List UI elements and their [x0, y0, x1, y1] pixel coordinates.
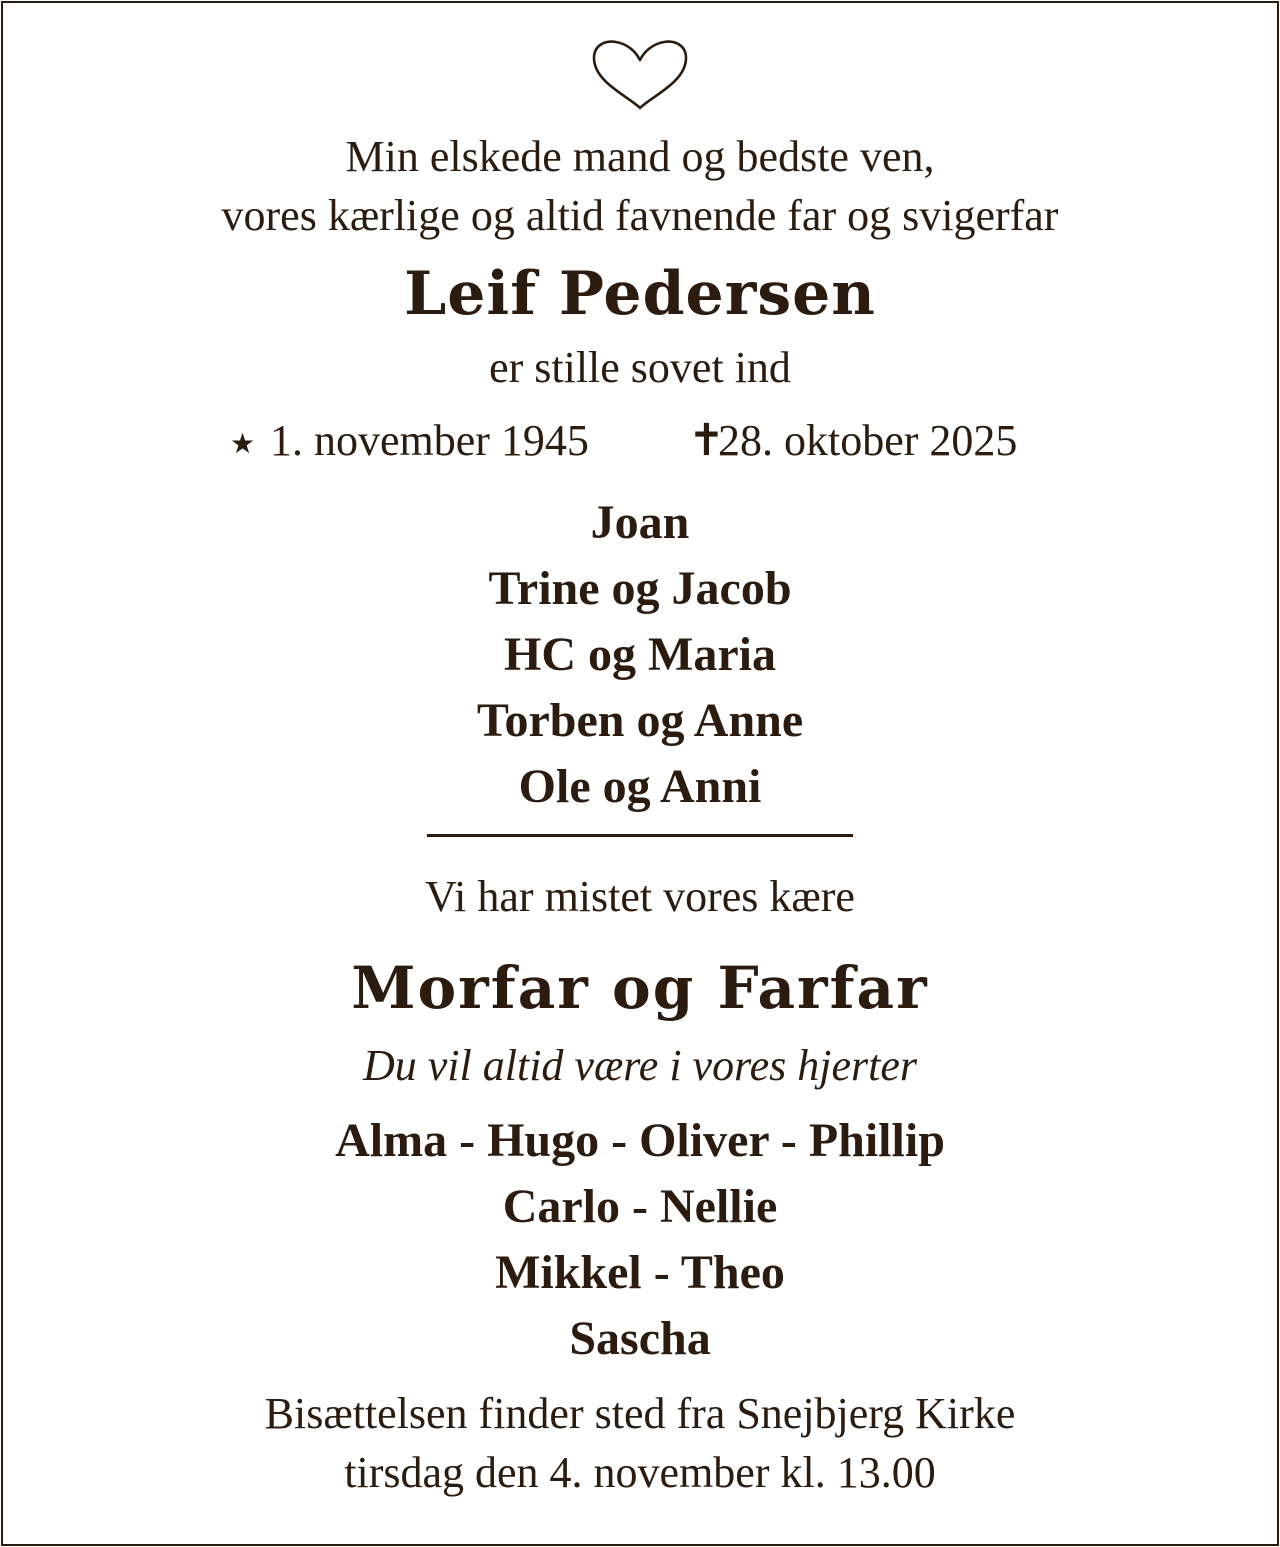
memorial-text: Du vil altid være i vores hjerter — [363, 1041, 917, 1090]
funeral-line-2: tirsdag den 4. november kl. 13.00 — [344, 1448, 936, 1497]
deceased-name: Leif Pedersen — [404, 259, 876, 329]
family-member: Trine og Jacob — [488, 562, 792, 615]
intro-line-1: Min elskede mand og bedste ven, — [345, 132, 935, 181]
family-member: Joan — [590, 496, 690, 549]
grandchildren-line: Alma - Hugo - Oliver - Phillip — [335, 1114, 945, 1167]
family-member: Ole og Anni — [518, 760, 762, 813]
grandchildren-intro: Vi har mistet vores kære — [425, 872, 855, 921]
dates-row — [0, 416, 1280, 468]
family-member: Torben og Anne — [476, 694, 804, 747]
grandchildren-line: Sascha — [569, 1312, 711, 1365]
heart-icon — [590, 38, 690, 110]
divider-rule — [427, 834, 853, 837]
passing-text: er stille sovet ind — [489, 343, 791, 392]
grandchildren-line: Mikkel - Theo — [495, 1246, 785, 1299]
intro-line-2: vores kærlige og altid favnende far og svigerfar — [221, 191, 1059, 240]
grandchildren-line: Carlo - Nellie — [502, 1180, 778, 1233]
family-member: HC og Maria — [504, 628, 776, 681]
birth-date: 1. november 1945 — [270, 416, 589, 465]
funeral-line-1: Bisættelsen finder sted fra Snejbjerg Kirke — [264, 1389, 1016, 1438]
star-icon: ★ — [230, 429, 256, 460]
death-date: 28. oktober 2025 — [718, 416, 1018, 465]
cross-icon: ✝ — [688, 416, 725, 465]
grandfather-title: Morfar og Farfar — [351, 954, 929, 1022]
